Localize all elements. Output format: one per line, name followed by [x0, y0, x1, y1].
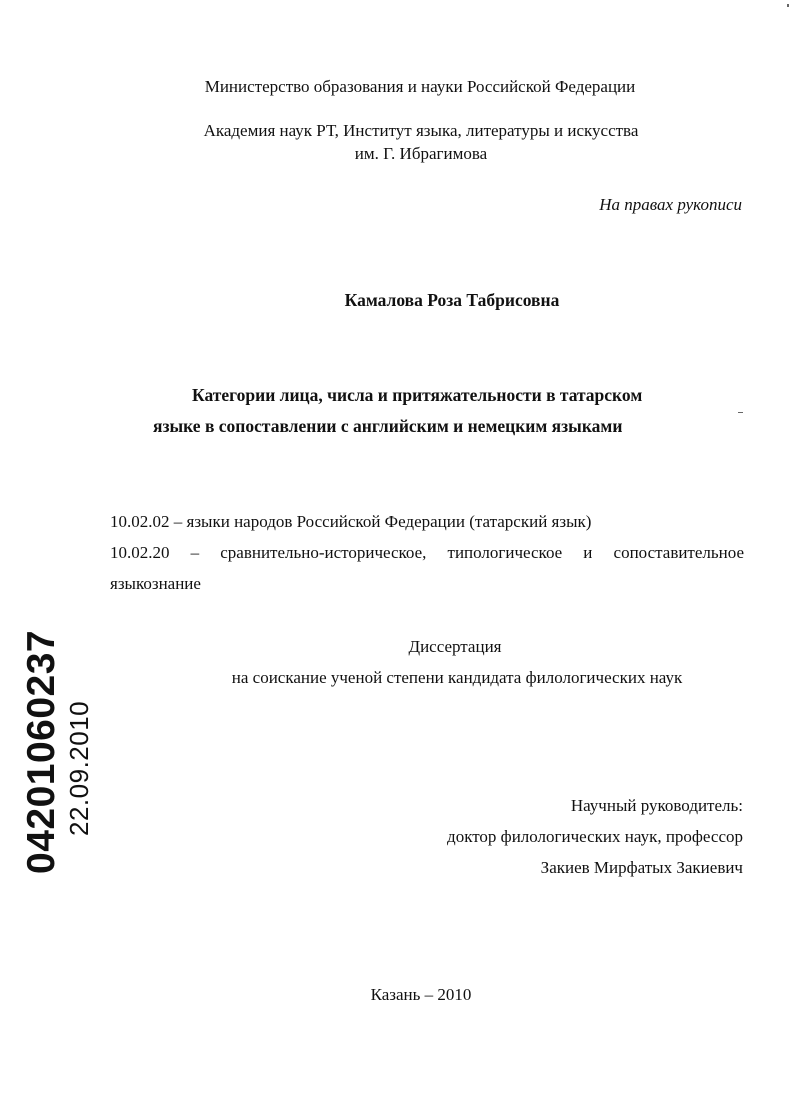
library-stamp-code: 04201060237: [20, 629, 63, 874]
dissertation-degree: на соискание ученой степени кандидата филологических наук: [231, 668, 683, 687]
library-stamp-date: 22.09.2010: [64, 700, 94, 836]
rights-note: На правах рукописи: [599, 195, 742, 214]
author-name: Камалова Роза Табрисовна: [344, 290, 560, 310]
dissertation-title-line1: Категории лица, числа и притяжательности в татарском: [192, 385, 643, 405]
dissertation-title-line2: языке в сопоставлении с английским и немецким языками: [153, 416, 623, 436]
specialty-code-1: 10.02.02 – языки народов Российской Федерации (татарский язык): [110, 512, 592, 531]
scan-speck: [738, 412, 743, 413]
place-and-year: Казань – 2010: [370, 985, 472, 1004]
supervisor-label: Научный руководитель:: [570, 796, 743, 815]
supervisor-name: Закиев Мирфатых Закиевич: [540, 858, 743, 877]
academy-heading-line1: Академия наук РТ, Институт языка, литературы и искусства: [203, 121, 639, 140]
specialty-code-2-line2: языкознание: [110, 574, 201, 593]
academy-heading-line2: им. Г. Ибрагимова: [354, 144, 488, 163]
specialty-code-2-line1: 10.02.20 – сравнительно-историческое, типологическое и сопоставительное: [110, 543, 744, 562]
dissertation-type: Диссертация: [408, 637, 502, 656]
supervisor-degree: доктор филологических наук, профессор: [447, 827, 743, 846]
scan-speck: [787, 4, 789, 7]
ministry-heading: Министерство образования и науки Российской Федерации: [204, 77, 636, 96]
